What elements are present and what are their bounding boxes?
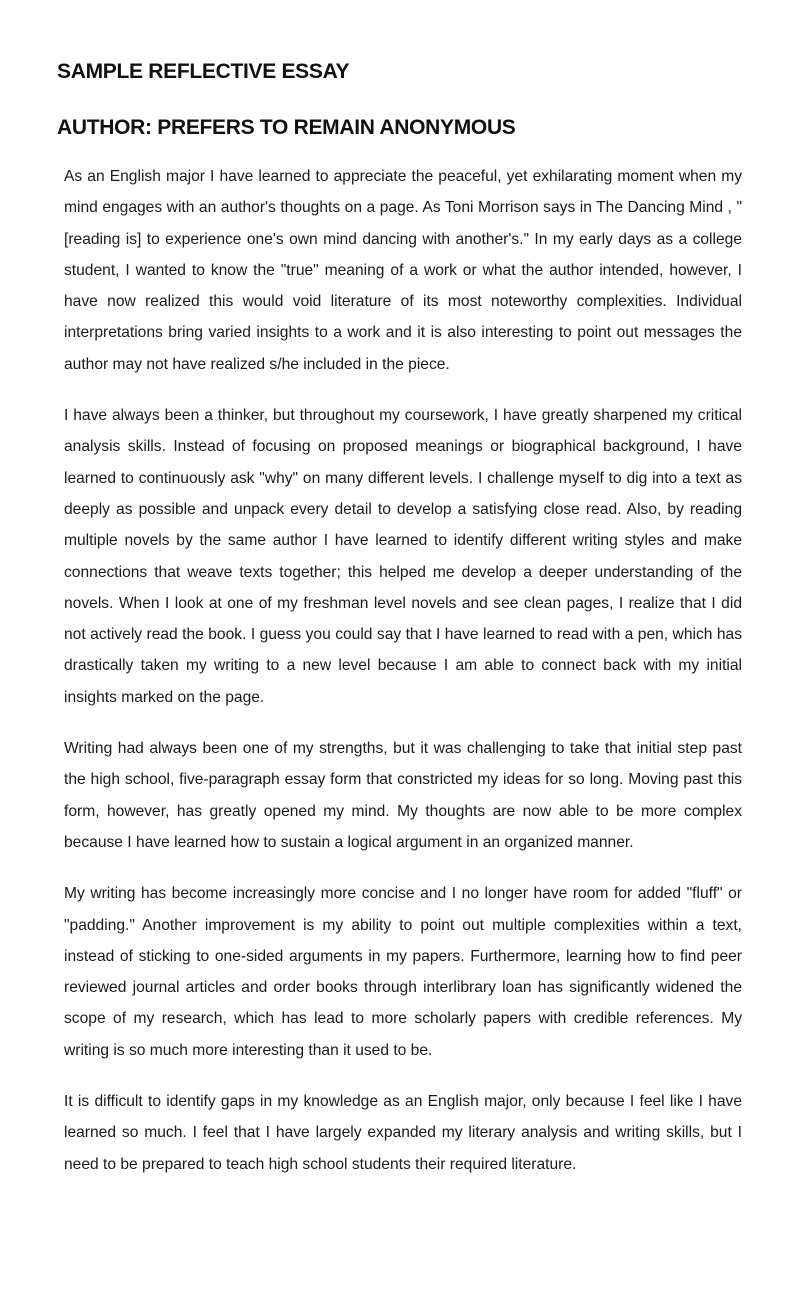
essay-body (64, 161, 742, 1200)
essay-paragraph-3: Writing had always been one of my strengths, but it was challenging to take that initial step past the high school, five-paragraph essay form that constricted my ideas for so long. Moving past this form, however, has greatly opened my mind. My thoughts are now able to be more complex because I have learned how to sustain a logical argument in an organized manner. (64, 740, 742, 851)
essay-paragraph-4: My writing has become increasingly more concise and I no longer have room for added "fluff" or "padding." Another improvement is my ability to point out multiple complexities within a text, instead of sticking to one-sided arguments in my papers. Furthermore, learning how to find peer reviewed journal articles and order books through interlibrary loan has significantly widened the scope of my research, which has lead to more scholarly papers with credible references. My writing is so much more interesting than it used to be. (64, 885, 742, 1059)
essay-paragraph-2: I have always been a thinker, but throughout my coursework, I have greatly sharpened my critical analysis skills. Instead of focusing on proposed meanings or biographical background, I have learned to continuously ask "why" on many different levels. I challenge myself to dig into a text as deeply as possible and unpack every detail to develop a satisfying close read. Also, by reading multiple novels by the same author I have learned to identify different writing styles and make connections that weave texts together; this helped me develop a deeper understanding of the novels. When I look at one of my freshman level novels and see clean pages, I realize that I did not actively read the book. I guess you could say that I have learned to read with a pen, which has drastically taken my writing to a new level because I am able to connect back with my initial insights marked on the page. (64, 407, 742, 706)
document-title: SAMPLE REFLECTIVE ESSAY (57, 60, 350, 83)
essay-paragraph-1: As an English major I have learned to appreciate the peaceful, yet exhilarating moment when my mind engages with an author's thoughts on a page. As Toni Morrison says in The Dancing Mind , "[reading is] to experience one's own mind dancing with another's." In my early days as a college student, I wanted to know the "true" meaning of a work or what the author intended, however, I have now realized this would void literature of its most noteworthy complexities. Individual interpretations bring varied insights to a work and it is also interesting to point out messages the author may not have realized s/he included in the piece. (64, 168, 742, 373)
document-author: AUTHOR: PREFERS TO REMAIN ANONYMOUS (57, 116, 516, 139)
essay-paragraph-5: It is difficult to identify gaps in my knowledge as an English major, only because I feel like I have learned so much. I feel that I have largely expanded my literary analysis and writing skills, but I need to be prepared to teach high school students their required literature. (64, 1093, 742, 1173)
